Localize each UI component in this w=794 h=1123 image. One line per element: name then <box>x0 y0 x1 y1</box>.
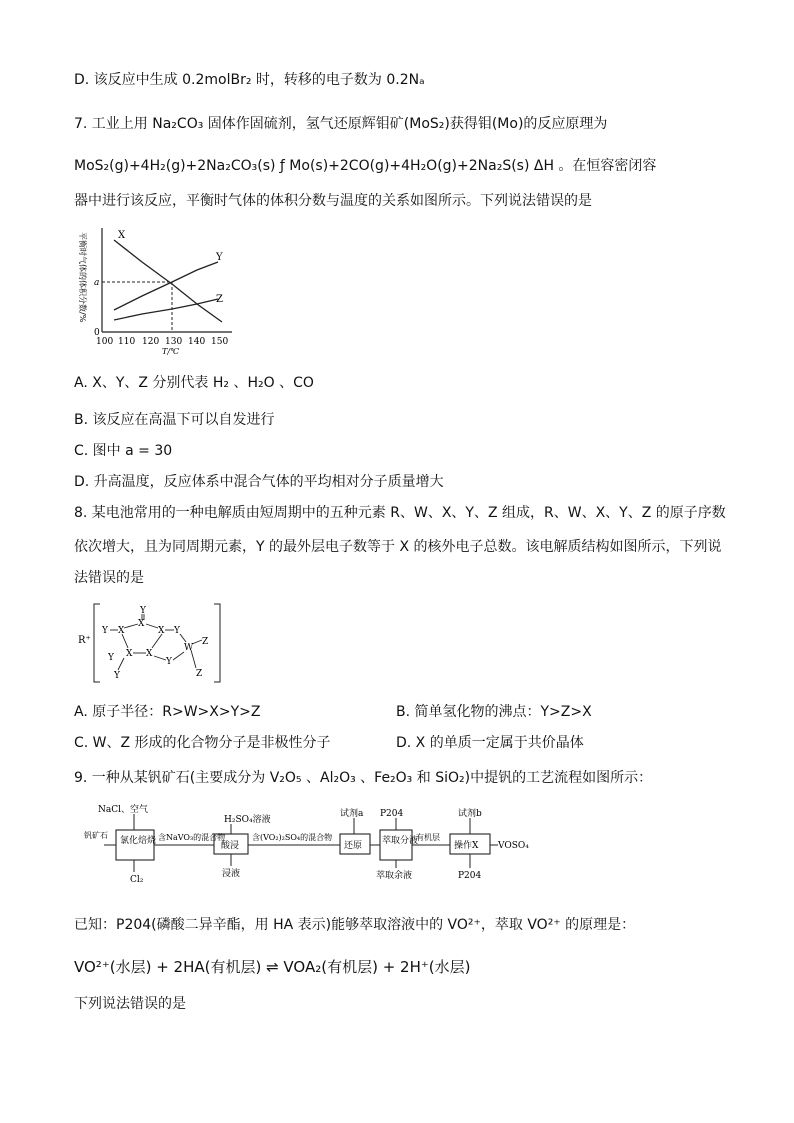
stream-organic: 有机层 <box>416 833 440 842</box>
q7-option-c: C. 图中 a = 30 <box>74 443 173 459</box>
label-z: Z <box>216 294 223 305</box>
ytick-a: a <box>94 278 100 288</box>
input-reagent-b: 试剂b <box>458 809 482 819</box>
xtick-110: 110 <box>118 337 136 347</box>
q9-known: 已知：P204(磷酸二异辛酯，用 HA 表示)能够萃取溶液中的 VO²⁺，萃取 VO²⁺ 的原理是： <box>74 917 636 933</box>
xtick-140: 140 <box>188 337 206 347</box>
q9-equation: VO²⁺(水层) + 2HA(有机层) ⇌ VOA₂(有机层) + 2H⁺(水层) <box>74 958 471 976</box>
label-reduction: 还原 <box>344 841 363 851</box>
atom-y-bottom: Y <box>114 671 120 681</box>
atom-y-ring1: Y <box>174 626 180 636</box>
q7-equation: MoS₂(g)+4H₂(g)+2Na₂CO₃(s) ƒ Mo(s)+2CO(g)+4H₂O(g)+2Na₂S(s) ΔH 。在恒容密闭容 <box>74 158 657 174</box>
atom-x1: X <box>118 626 125 636</box>
ytick-0: 0 <box>94 328 100 338</box>
xtick-130: 130 <box>165 337 183 347</box>
cation-r: R⁺ <box>78 635 91 646</box>
atom-x4: X <box>126 649 133 659</box>
stream-vo2so4: 含(VO₂)₂SO₄的混合物 <box>252 833 333 842</box>
q8-option-c: C. W、Z 形成的化合物分子是非极性分子 <box>74 735 331 751</box>
atom-y-lower: Y <box>108 653 114 663</box>
label-chlorination: 氯化焙烧 <box>120 836 157 846</box>
label-acid-leach: 酸浸 <box>221 841 240 851</box>
bond-13 <box>191 650 196 668</box>
q8-stem-3: 法错误的是 <box>74 570 144 586</box>
atom-x2: X <box>138 619 145 629</box>
atom-w: W <box>184 643 194 653</box>
structure-svg <box>74 598 224 686</box>
input-nacl: NaCl、空气 <box>98 805 149 815</box>
q7-option-a: A. X、Y、Z 分别代表 H₂ 、H₂O 、CO <box>74 375 314 391</box>
bond-3 <box>124 624 138 628</box>
q7-stem: 7. 工业上用 Na₂CO₃ 固体作固硫剂，氢气还原辉钼矿(MoS₂)获得钼(Mo)的反应原理为 <box>74 116 608 132</box>
input-h2so4: H₂SO₄溶液 <box>224 815 271 825</box>
bond-6 <box>122 634 128 648</box>
bond-9 <box>180 634 186 642</box>
q8-stem-1: 8. 某电池常用的一种电解质由短周期中的五种元素 R、W、X、Y、Z 组成，R、W、X、Y、Z 的原子序数 <box>74 505 726 521</box>
q8-option-a: A. 原子半径：R>W>X>Y>Z <box>74 704 261 720</box>
output-leachate: 浸液 <box>222 869 241 879</box>
atom-x5: X <box>146 649 153 659</box>
equilibrium-graph <box>72 222 242 362</box>
bracket-right <box>214 604 220 682</box>
graph-svg <box>72 222 242 362</box>
bond-14 <box>118 658 124 670</box>
q8-stem-2: 依次增大，且为同周期元素，Y 的最外层电子数等于 X 的核外电子总数。该电解质结构如图所示，下列说 <box>74 539 722 555</box>
bond-11 <box>173 652 184 660</box>
input-p204: P204 <box>380 809 404 819</box>
input-reagent-a: 试剂a <box>340 809 364 819</box>
label-x: X <box>118 230 126 241</box>
label-extraction: 萃取分液 <box>382 836 419 846</box>
q7-option-b: B. 该反应在高温下可以自发进行 <box>74 412 275 428</box>
bond-4 <box>146 624 158 628</box>
q6-option-d: D. 该反应中生成 0.2molBr₂ 时，转移的电子数为 0.2Nₐ <box>74 72 425 88</box>
atom-z1: Z <box>202 637 209 647</box>
output-cl2: Cl₂ <box>130 875 144 885</box>
atom-x3: X <box>158 626 165 636</box>
bond-12 <box>192 640 202 644</box>
output-p204: P204 <box>458 871 482 881</box>
electrolyte-structure <box>74 598 224 686</box>
xtick-100: 100 <box>96 337 114 347</box>
bond-7 <box>152 634 162 648</box>
feed-ore: 钒矿石 <box>84 831 108 840</box>
graph-xlabel: T/℃ <box>162 347 179 356</box>
xtick-150: 150 <box>211 337 229 347</box>
atom-z2: Z <box>196 669 203 679</box>
flow-svg <box>84 800 554 890</box>
output-raffinate: 萃取余液 <box>376 871 413 881</box>
atom-y-ring2: Y <box>166 657 172 667</box>
atom-y-top: Y <box>140 606 146 616</box>
bracket-left <box>94 604 100 682</box>
q9-stem: 9. 一种从某钒矿石(主要成分为 V₂O₅ 、Al₂O₃ 、Fe₂O₃ 和 SiO₂)中提钒的工艺流程如图所示： <box>74 770 653 786</box>
bond-10 <box>154 656 166 660</box>
process-flowchart <box>84 800 554 890</box>
product-voso4: VOSO₄ <box>498 841 529 851</box>
q7-option-d: D. 升高温度，反应体系中混合气体的平均相对分子质量增大 <box>74 474 444 490</box>
q9-ask: 下列说法错误的是 <box>74 996 186 1012</box>
q7-stem-2: 器中进行该反应，平衡时气体的体积分数与温度的关系如图所示。下列说法错误的是 <box>74 193 592 209</box>
q8-option-d: D. X 的单质一定属于共价晶体 <box>396 735 584 751</box>
atom-y-left: Y <box>102 626 108 636</box>
label-y: Y <box>216 252 223 263</box>
xtick-120: 120 <box>142 337 160 347</box>
graph-ylabel: 平衡时气体的体积分数/% <box>78 232 87 323</box>
stream-navo3: 含NaVO₃的混合物 <box>158 833 226 842</box>
q8-option-b: B. 简单氢化物的沸点：Y>Z>X <box>396 704 592 720</box>
label-operation-x: 操作X <box>454 841 479 851</box>
